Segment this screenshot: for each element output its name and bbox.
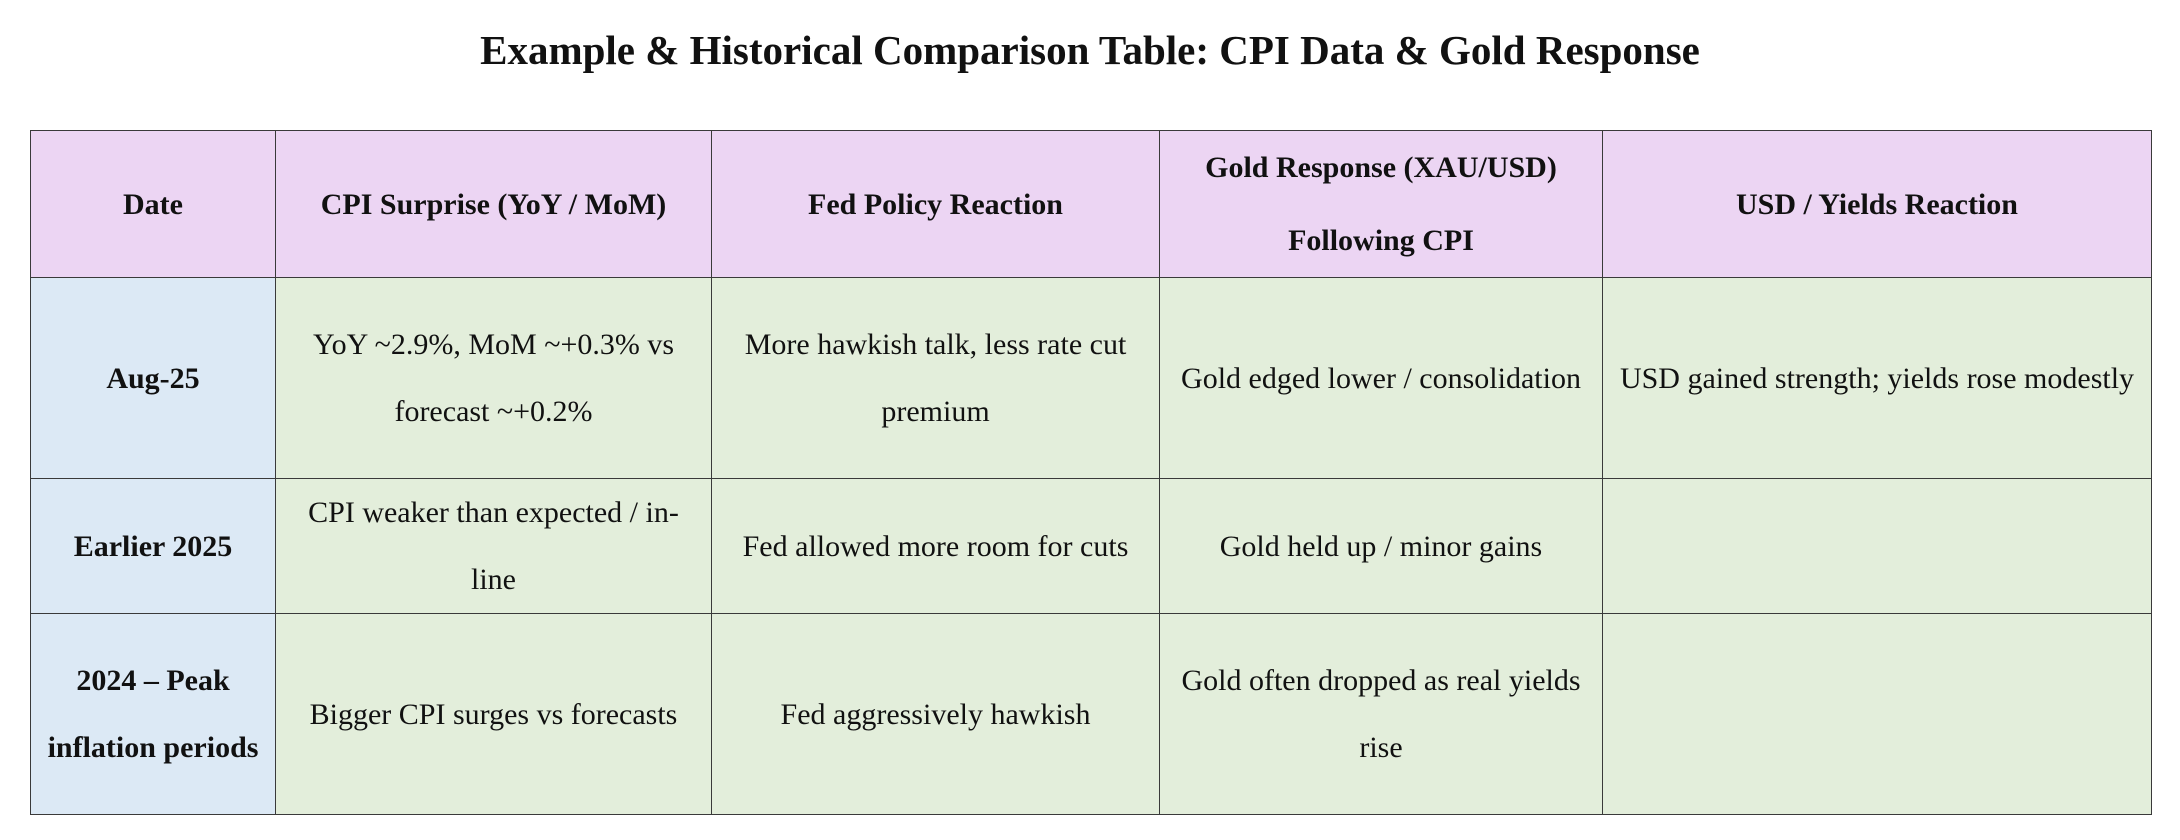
- header-cpi-surprise: CPI Surprise (YoY / MoM): [276, 131, 712, 278]
- header-usd-yields-reaction: USD / Yields Reaction: [1603, 131, 2152, 278]
- table-row: [31, 479, 2152, 614]
- cell-cpi-surprise: CPI weaker than expected / in-line: [276, 479, 712, 614]
- cell-gold-response: Gold often dropped as real yields rise: [1160, 614, 1603, 815]
- header-date: Date: [31, 131, 276, 278]
- cell-fed-reaction: Fed allowed more room for cuts: [712, 479, 1160, 614]
- header-fed-policy-reaction: Fed Policy Reaction: [712, 131, 1160, 278]
- cell-usd-yields: [1603, 614, 2152, 815]
- cell-date: Aug-25: [31, 278, 276, 479]
- cell-usd-yields: USD gained strength; yields rose modestly: [1603, 278, 2152, 479]
- cell-gold-response: Gold held up / minor gains: [1160, 479, 1603, 614]
- table-row: [31, 614, 2152, 815]
- table-row: [31, 278, 2152, 479]
- cell-date: Earlier 2025: [31, 479, 276, 614]
- cell-cpi-surprise: YoY ~2.9%, MoM ~+0.3% vs forecast ~+0.2%: [276, 278, 712, 479]
- cell-cpi-surprise: Bigger CPI surges vs forecasts: [276, 614, 712, 815]
- cell-date: 2024 – Peak inflation periods: [31, 614, 276, 815]
- cell-fed-reaction: Fed aggressively hawkish: [712, 614, 1160, 815]
- header-gold-response: Gold Response (XAU/USD) Following CPI: [1160, 131, 1603, 278]
- cell-gold-response: Gold edged lower / consolidation: [1160, 278, 1603, 479]
- comparison-table: [30, 130, 2152, 815]
- page-title: Example & Historical Comparison Table: CPI Data & Gold Response: [480, 27, 1700, 73]
- table-header-row: [31, 131, 2152, 278]
- cell-usd-yields: [1603, 479, 2152, 614]
- cell-fed-reaction: More hawkish talk, less rate cut premium: [712, 278, 1160, 479]
